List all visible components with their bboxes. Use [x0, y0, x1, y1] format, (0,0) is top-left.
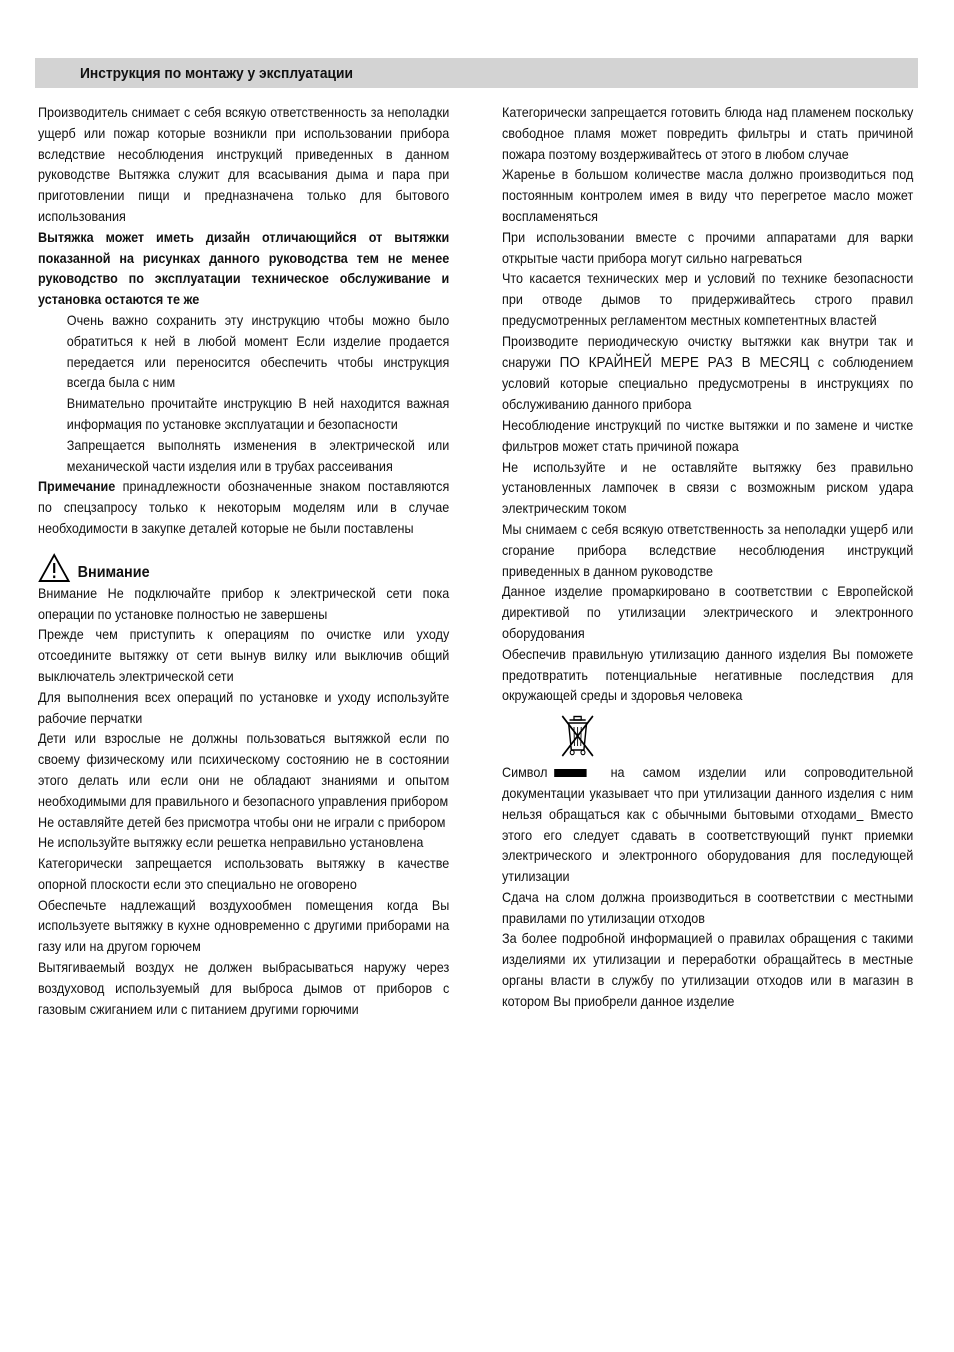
right-column-content — [502, 102, 913, 1012]
safety-paragraph: Жаренье в большом количестве масла должно производиться под постоянным контролем имея в виду что перегретое масло может воспламеняться — [502, 166, 914, 224]
read-instructions-item: Внимательно прочитайте инструкцию В ней находится важная информация по установке эксплуатации и безопасности — [66, 395, 450, 432]
cleaning-frequency: ПО КРАЙНЕЙ МЕРЕ РАЗ В МЕСЯЦ — [559, 353, 810, 371]
disposal-paragraph: Обеспечив правильную утилизацию данного изделия Вы поможете предотвратить потенциальные негативные последствия для окружающей среды и здоровья человека — [502, 645, 914, 704]
note-text: принадлежности обозначенные знаком поставляются по спецзапросу только к некоторым моделям или в случае необходимости в закупке деталей которые не были поставлены — [38, 478, 450, 536]
warning-paragraph: Внимание Не подключайте прибор к электрической сети пока операции по установке полностью не завершены — [38, 584, 450, 622]
warning-paragraph: Вытягиваемый воздух не должен выбрасываться наружу через воздуховод используемый для выброса дымов от приборов с газовым сжиганием или с питанием другими горючими — [38, 959, 450, 1017]
cleaning-text-end: с соблюдением условий которые специально предусмотрены в инструкциях по обслуживанию данного прибора — [502, 353, 914, 413]
warning-paragraph: Для выполнения всех операций по установке и уходу используйте рабочие перчатки — [38, 688, 450, 726]
right-column — [502, 102, 914, 1012]
symbol-paragraph — [502, 762, 913, 887]
disposal-paragraph: Сдача на слом должна производиться в соответствии с местными правилами по утилизации отходов — [502, 888, 914, 926]
keep-instructions-item: Очень важно сохранить эту инструкцию чтобы можно было обратиться к ней в любой момент Если изделие продается передается или переносится обеспечить чтобы инструкция всегда была с ним — [66, 311, 450, 391]
warning-paragraph: Прежде чем приступить к операциям по очистке или уходу отсоедините вытяжку от сети вынув вилку или выключив общий выключатель электрической сети — [38, 626, 450, 684]
symbol-label: Символ — [502, 764, 548, 781]
section-title: Инструкция по монтажу у эксплуатации — [80, 65, 353, 82]
safety-paragraph: При использовании вместе с прочими аппаратами для варки открытые части прибора могут сильно нагреваться — [502, 228, 914, 266]
warning-paragraph: Дети или взрослые не должны пользоваться вытяжкой если по своему физическому или психическому состоянию не в состоянии этого делать или если они не обладают знаниями и опытом необходимыми для правильного и безопасного управления прибором — [38, 730, 450, 809]
design-note-paragraph: Вытяжка может иметь дизайн отличающийся от вытяжки показанной на рисунках данного руководства тем не менее руководство по эксплуатации техническое обслуживание и установка остаются те же — [38, 228, 450, 308]
warning-paragraph: Не используйте вытяжку если решетка неправильно установлена — [38, 834, 424, 851]
warning-heading — [38, 551, 449, 583]
warning-title: Внимание — [77, 563, 150, 581]
weee-symbol-row — [502, 712, 913, 762]
more-info-paragraph: За более подробной информацией о правилах обращения с такими изделиями их утилизации и переработки обращайтесь в местные органы власти в службу по утилизации отходов или в магазин в котором Вы приобрели данное изделие — [502, 930, 914, 1009]
black-bar-symbol — [555, 769, 587, 777]
warning-triangle-icon — [38, 553, 70, 583]
safety-paragraph: Несоблюдение инструкций по чистке вытяжки и по замене и чистке фильтров может стать причиной пожара — [502, 416, 914, 454]
safety-paragraph: Не используйте и не оставляйте вытяжку без правильно установленных лампочек в связи с возможным риском удара электрическим током — [502, 458, 914, 517]
warning-paragraph: Не оставляйте детей без присмотра чтобы они не играли с прибором — [38, 813, 446, 830]
safety-paragraph: Категорически запрещается готовить блюда над пламенем поскольку свободное пламя может повредить фильтры и стать причиной пожара поэтому воздерживайтесь от этого в любом случае — [502, 104, 914, 162]
crossed-bin-icon — [558, 712, 598, 758]
weee-paragraph: Данное изделие промаркировано в соответствии с Европейской директивой по утилизации электрического и электронного оборудования — [502, 583, 914, 641]
disclaimer-paragraph: Производитель снимает с себя всякую ответственность за неполадки ущерб или пожар которые возникли при использовании прибора вследствие несоблюдения инструкций приведенных в данном руководстве Вытяжка служит для всасывания дыма и пара при приготовлении пищи и предназначена только для бытового использования — [38, 104, 450, 224]
safety-paragraph: Что касается технических мер и условий по технике безопасности при отводе дымов то придерживайтесь строго правил предусмотренных регламентом местных компетентных властей — [502, 270, 914, 328]
symbol-text-continued: Вместо этого его следует сдавать в соответствующий пункт приемки электрического и электронного оборудования для последующей утилизации — [502, 805, 914, 885]
left-column — [38, 102, 450, 1019]
warning-paragraph: Обеспечьте надлежащий воздухообмен помещения когда Вы используете вытяжку в кухне одновременно с другими приборами на газу или на другом горючем — [38, 896, 450, 955]
no-modifications-item: Запрещается выполнять изменения в электрической или механической части изделия или в трубах рассеивания — [66, 436, 450, 474]
underlined-space — [857, 806, 864, 822]
cleaning-text-start: Производите периодическую очистку вытяжки как внутри так и снаружи — [502, 332, 914, 370]
cleaning-paragraph — [502, 331, 913, 415]
left-column-content — [38, 102, 449, 1019]
warning-paragraph: Категорически запрещается использовать вытяжку в качестве опорной плоскости если это специально не оговорено — [38, 855, 450, 892]
note-label: Примечание — [38, 478, 116, 495]
symbol-text: на самом изделии или сопроводительной документации указывает что при утилизации данного изделия с ним нельзя обращаться как с обычными бытовыми отходами — [502, 764, 914, 822]
note-paragraph — [38, 476, 449, 538]
section-header-bar — [35, 58, 918, 88]
safety-paragraph: Мы снимаем с себя всякую ответственность за неполадки ущерб или сгорание прибора вследствие несоблюдения инструкций приведенных в данном руководстве — [502, 520, 914, 579]
